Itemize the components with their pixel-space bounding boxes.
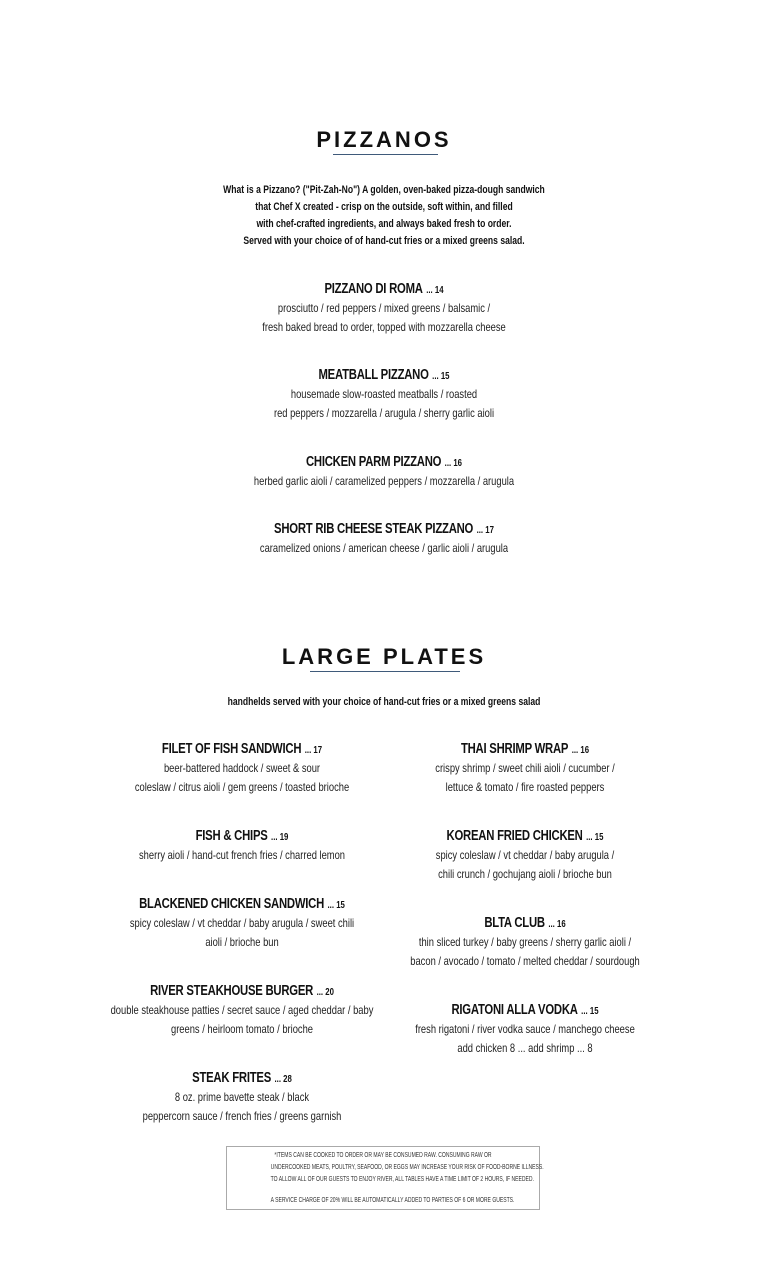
menu-item-rigatoni-alla-vodka bbox=[345, 1000, 705, 1058]
item-desc: crispy shrimp / sweet chili aioli / cucumber / bbox=[435, 761, 615, 775]
item-name: BLTA CLUB bbox=[484, 915, 545, 931]
item-desc: caramelized onions / american cheese / garlic aioli / arugula bbox=[259, 541, 509, 555]
item-name: MEATBALL PIZZANO bbox=[318, 367, 429, 383]
menu-item-short-rib-pizzano bbox=[84, 519, 684, 558]
item-desc: double steakhouse patties / secret sauce / aged cheddar / baby bbox=[110, 1003, 374, 1017]
item-desc: housemade slow-roasted meatballs / roasted bbox=[290, 387, 478, 401]
item-desc: 8 oz. prime bavette steak / black bbox=[174, 1090, 310, 1104]
item-desc: prosciutto / red peppers / mixed greens / balsamic / bbox=[277, 301, 491, 315]
item-desc: fresh baked bread to order, topped with mozzarella cheese bbox=[262, 320, 506, 334]
item-desc: red peppers / mozzarella / arugula / sherry garlic aioli bbox=[273, 406, 495, 420]
item-price: ... 14 bbox=[426, 285, 444, 296]
item-name: THAI SHRIMP WRAP bbox=[460, 741, 569, 757]
item-desc: thin sliced turkey / baby greens / sherry garlic aioli / bbox=[418, 935, 632, 949]
menu-item-chicken-parm-pizzano bbox=[84, 452, 684, 491]
intro-line: What is a Pizzano? ("Pit-Zah-No") A golden, oven-baked pizza-dough sandwich bbox=[223, 184, 545, 196]
menu-item-blta-club bbox=[345, 913, 705, 971]
menu-item-korean-fried-chicken bbox=[345, 826, 705, 884]
large-plates-title: LARGE PLATES bbox=[281, 644, 487, 669]
item-desc: chili crunch / gochujang aioli / brioche bun bbox=[438, 867, 612, 881]
item-name: RIGATONI ALLA VODKA bbox=[451, 1002, 578, 1018]
item-price: ... 20 bbox=[316, 987, 334, 998]
item-desc: greens / heirloom tomato / brioche bbox=[170, 1022, 314, 1036]
item-price: ... 17 bbox=[304, 745, 323, 756]
item-price: ... 15 bbox=[581, 1006, 599, 1017]
item-desc: fresh rigatoni / river vodka sauce / manchego cheese bbox=[415, 1022, 635, 1036]
item-price: ... 15 bbox=[432, 371, 450, 382]
menu-item-pizzano-di-roma bbox=[84, 279, 684, 337]
item-name: RIVER STEAKHOUSE BURGER bbox=[150, 983, 314, 999]
item-desc: spicy coleslaw / vt cheddar / baby arugula / sweet chili bbox=[129, 916, 355, 930]
item-name: PIZZANO DI ROMA bbox=[324, 281, 423, 297]
disclaimer-line: TO ALLOW ALL OF OUR GUESTS TO ENJOY RIVER, ALL TABLES HAVE A TIME LIMIT OF 2 HOURS, IF NEEDED. bbox=[270, 1176, 534, 1183]
item-name: SHORT RIB CHEESE STEAK PIZZANO bbox=[274, 521, 474, 537]
item-desc: bacon / avocado / tomato / melted cheddar / sourdough bbox=[410, 954, 640, 968]
item-price: ... 28 bbox=[274, 1074, 292, 1085]
intro-line: Served with your choice of of hand-cut fries or a mixed greens salad. bbox=[243, 235, 525, 247]
item-desc: sherry aioli / hand-cut french fries / charred lemon bbox=[138, 848, 346, 862]
item-desc: aioli / brioche bun bbox=[205, 935, 279, 949]
item-price: ... 17 bbox=[476, 525, 494, 536]
item-desc: spicy coleslaw / vt cheddar / baby arugula / bbox=[435, 848, 615, 862]
item-name: KOREAN FRIED CHICKEN bbox=[446, 828, 583, 844]
menu-item-steak-frites bbox=[62, 1068, 422, 1126]
item-price: ... 15 bbox=[327, 900, 345, 911]
item-price: ... 16 bbox=[444, 458, 463, 469]
item-name: FILET OF FISH SANDWICH bbox=[161, 741, 302, 757]
item-price: ... 19 bbox=[271, 832, 289, 843]
item-desc: peppercorn sauce / french fries / greens garnish bbox=[142, 1109, 342, 1123]
service-charge-note: A SERVICE CHARGE OF 20% WILL BE AUTOMATICALLY ADDED TO PARTIES OF 6 OR MORE GUESTS. bbox=[270, 1197, 515, 1204]
pizzanos-underline bbox=[333, 154, 438, 155]
disclaimer-line: *ITEMS CAN BE COOKED TO ORDER OR MAY BE CONSUMED RAW. CONSUMING RAW OR bbox=[274, 1152, 492, 1159]
menu-item-thai-shrimp-wrap bbox=[345, 739, 705, 797]
item-desc: lettuce & tomato / fire roasted peppers bbox=[445, 780, 605, 794]
menu-item-meatball-pizzano bbox=[84, 365, 684, 423]
item-name: FISH & CHIPS bbox=[195, 828, 268, 844]
intro-line: with chef-crafted ingredients, and always baked fresh to order. bbox=[256, 218, 512, 230]
item-name: CHICKEN PARM PIZZANO bbox=[305, 454, 442, 470]
item-name: STEAK FRITES bbox=[192, 1070, 272, 1086]
item-price: ... 16 bbox=[571, 745, 590, 756]
large-plates-intro bbox=[84, 694, 684, 711]
disclaimer-line: UNDERCOOKED MEATS, POULTRY, SEAFOOD, OR EGGS MAY INCREASE YOUR RISK OF FOOD-BORNE ILLNESS. bbox=[270, 1164, 544, 1171]
item-name: BLACKENED CHICKEN SANDWICH bbox=[139, 896, 325, 912]
intro-line: handhelds served with your choice of hand-cut fries or a mixed greens salad bbox=[227, 696, 541, 708]
item-desc: beer-battered haddock / sweet & sour bbox=[163, 761, 321, 775]
pizzanos-intro bbox=[84, 182, 684, 250]
item-desc: herbed garlic aioli / caramelized peppers / mozzarella / arugula bbox=[253, 474, 515, 488]
pizzanos-title: PIZZANOS bbox=[316, 127, 452, 152]
item-desc: coleslaw / citrus aioli / gem greens / toasted brioche bbox=[134, 780, 350, 794]
disclaimer-box bbox=[226, 1146, 544, 1210]
item-desc: add chicken 8 ... add shrimp ... 8 bbox=[457, 1041, 593, 1055]
intro-line: that Chef X created - crisp on the outside, soft within, and filled bbox=[255, 201, 513, 213]
item-price: ... 16 bbox=[548, 919, 566, 930]
large-plates-underline bbox=[310, 671, 460, 672]
item-price: ... 15 bbox=[586, 832, 604, 843]
